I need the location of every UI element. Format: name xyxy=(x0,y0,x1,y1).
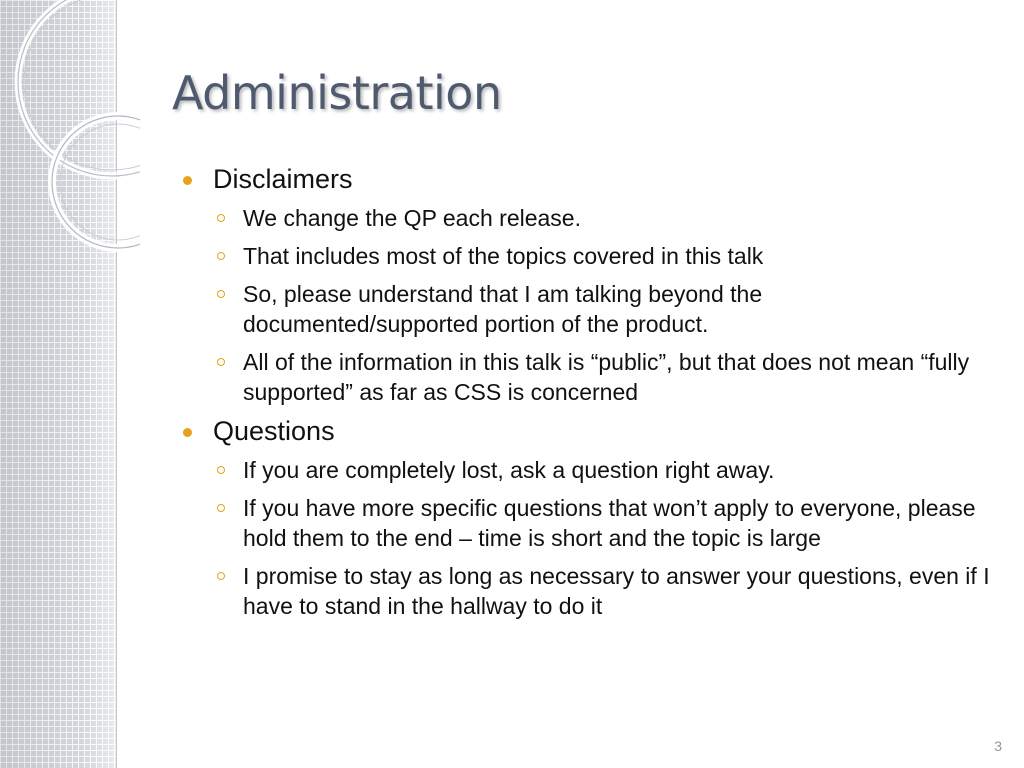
sub-bullet-text: All of the information in this talk is “public”, but that does not mean “fully supported” as far as CSS is concerned xyxy=(243,349,970,405)
sub-bullet-list xyxy=(213,203,997,407)
sub-bullet xyxy=(214,347,997,407)
sub-bullet xyxy=(214,241,997,271)
slide-content xyxy=(182,163,997,629)
sub-bullet-text: So, please understand that I am talking beyond the documented/supported portion of the product. xyxy=(243,281,763,337)
hollow-circle-icon xyxy=(217,504,225,512)
hollow-circle-icon xyxy=(217,358,225,366)
bullet-disclaimers xyxy=(182,163,997,407)
hollow-circle-icon xyxy=(217,290,225,298)
hollow-circle-icon xyxy=(217,214,225,222)
sub-bullet-text: I promise to stay as long as necessary to answer your questions, even if I have to stand in the hallway to do it xyxy=(243,563,990,619)
sub-bullet xyxy=(214,561,997,621)
sub-bullet-text: If you have more specific questions that won’t apply to everyone, please hold them to the end – time is short and the topic is large xyxy=(243,495,976,551)
filled-dot-icon xyxy=(183,176,192,185)
slide-title: Administration xyxy=(172,66,502,120)
filled-dot-icon xyxy=(183,428,192,437)
hollow-circle-icon xyxy=(217,252,225,260)
sub-bullet xyxy=(214,493,997,553)
sub-bullet xyxy=(214,455,997,485)
bullet-text: Questions xyxy=(213,416,335,446)
hollow-circle-icon xyxy=(217,572,225,580)
sub-bullet-list xyxy=(213,455,997,621)
sub-bullet xyxy=(214,279,997,339)
sub-bullet-text: We change the QP each release. xyxy=(243,205,581,231)
bullet-list xyxy=(182,163,997,621)
hollow-circle-icon xyxy=(217,466,225,474)
sub-bullet-text: That includes most of the topics covered in this talk xyxy=(243,243,764,269)
sub-bullet xyxy=(214,203,997,233)
page-number: 3 xyxy=(994,738,1002,754)
bullet-text: Disclaimers xyxy=(213,164,353,194)
sub-bullet-text: If you are completely lost, ask a question right away. xyxy=(243,457,775,483)
decorative-rings-icon xyxy=(0,0,140,260)
bullet-questions xyxy=(182,415,997,621)
